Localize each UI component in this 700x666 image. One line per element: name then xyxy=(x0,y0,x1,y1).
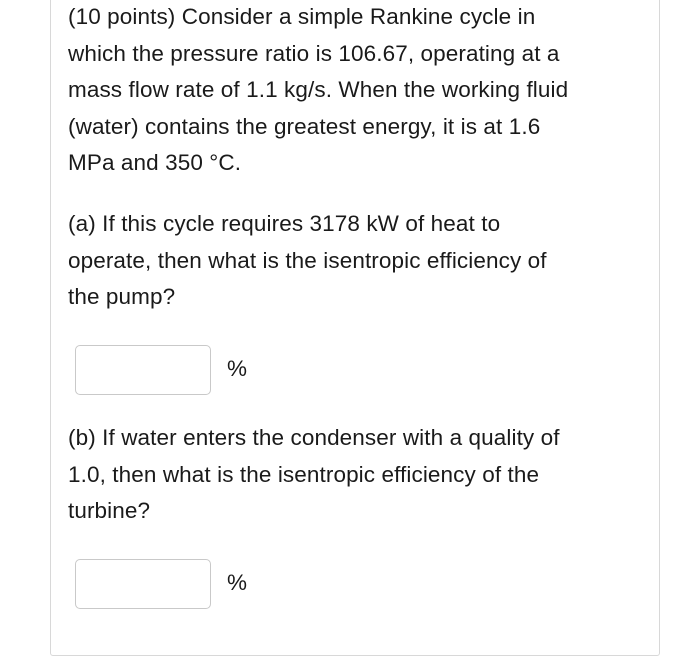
part-a-unit-label: % xyxy=(227,356,248,381)
part-b-question xyxy=(68,420,648,530)
part-a-line: the pump? xyxy=(68,284,176,309)
part-a-answer-input[interactable] xyxy=(75,345,211,395)
part-a-line: (a) If this cycle requires 3178 kW of heat to xyxy=(68,211,501,236)
part-a-question xyxy=(68,206,648,316)
problem-line: mass flow rate of 1.1 kg/s. When the working fluid xyxy=(68,77,569,102)
part-b-unit-label: % xyxy=(227,570,248,595)
problem-statement xyxy=(68,0,648,182)
part-a-line: operate, then what is the isentropic efficiency of xyxy=(68,247,547,273)
part-b-answer-input[interactable] xyxy=(75,559,211,609)
part-b-line: (b) If water enters the condenser with a quality of xyxy=(68,425,560,450)
problem-line: (water) contains the greatest energy, it is at 1.6 xyxy=(68,113,541,139)
problem-line: MPa and 350 °C. xyxy=(68,150,242,175)
part-b-line: turbine? xyxy=(68,498,151,523)
part-b-line: 1.0, then what is the isentropic efficiency of the xyxy=(68,461,540,487)
question-card xyxy=(50,0,660,656)
problem-line: (10 points) Consider a simple Rankine cycle in xyxy=(68,4,536,29)
problem-line: which the pressure ratio is 106.67, operating at a xyxy=(68,40,560,66)
